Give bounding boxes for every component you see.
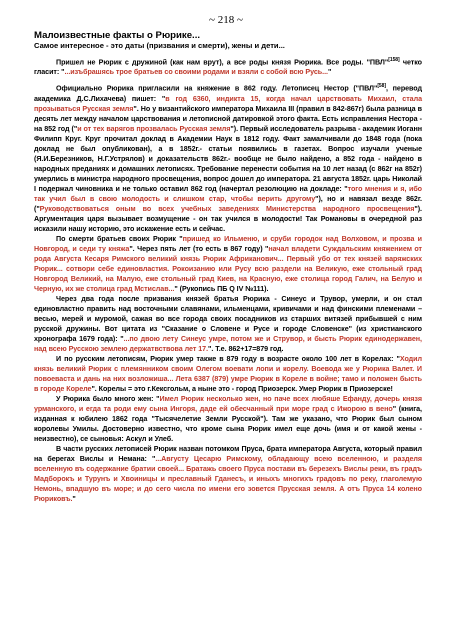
quoted-text: ...по двою лету Синеус умре, потом же и Струвор, и бысть Рюрик единодержавен, над всею Русскою землею держатвствова лет 17. <box>34 334 422 353</box>
body-text: В части русских летописей Рюрик назван потомком Пруса, брата императора Августа, который правил на берегах Вислы и Немана: " <box>34 444 422 463</box>
quoted-text: того мнения и я, ибо так учил был в свою молодость и слишком стар, чтобы верить другому <box>34 184 422 203</box>
citation-ref: [158] <box>388 57 400 63</box>
body-text: " <box>327 68 332 77</box>
paragraph-p7 <box>34 444 422 504</box>
paragraph-p1 <box>34 55 422 77</box>
body-text: ". Но у византийского императора Михаила III (правил в 842-867г) была разница в десять лет между началом царствования и летописной датировкой этого факта. Есть исправления Нестора - на 852 год (" <box>34 104 422 133</box>
paragraph-p3 <box>34 234 422 294</box>
paragraph-p4 <box>34 294 422 354</box>
body-text: " (Рукопись ПБ Q IV №111). <box>174 284 269 293</box>
paragraph-list <box>34 55 422 504</box>
quoted-text: Руководствоваться оным во всех учебных заведениях Министерства народного просвещения <box>39 204 415 213</box>
quoted-text: в год 6360, индикта 15, когда начал царствовать Михаил, стала прозываться Русская земля <box>34 94 422 113</box>
body-text: И по русским летописям, Рюрик умер также в 879 году в возрасте около 100 лет в Корелах: " <box>56 354 400 363</box>
body-text: " <box>72 494 76 503</box>
article-title: Малоизвестные факты о Рюрике... <box>34 30 201 41</box>
page-number: ~ 218 ~ <box>209 14 243 26</box>
quoted-text: Ходил князь великий Рюрик с племянником своим Олегом воевати лопи и корелу. Воевода же у Рюрика Валет. И повоеваста и дань на них возложиша... Лета 6387 (879) умре Рюрик в Кореле в войне; тамо и положен бысть в городе Кореле <box>34 354 422 393</box>
quoted-text: начал владети Суждальским княжением от рода Августа Кесаря Римского великий князь Рюрик Африканович... Первый убо от тех князей варяжских Рюрик... сотвори себе единовластия. Рокоизанию или Русу всю раздели на Великую, еже стольный град Новгород Великий, на Малую, еже стольный град Киев, на Красную, еже столица город Галич, на Белую и Черную, их же столица град Мстислав... <box>34 244 423 293</box>
quoted-text: пришед ко Ильменю, и сруби городок над Волховом, и прозва и Новгород, и седи ту княжа <box>34 234 422 253</box>
body-text: ". Через пять лет (то есть в 867 году) " <box>129 244 269 253</box>
body-text: "), но и навязал везде 862г. (" <box>34 194 422 213</box>
body-text: ". Корелы = это г.Кексгольм, а ныне это - город Приозерск. Умер Рюрик в Приозерске! <box>91 384 393 393</box>
body-text: " (книга, изданная к юбилею 1862 года "Тысячелетие Земли Русской"). Там же указано, что Рюрик был сыном королевы Умилы. Достоверно известно, что кроме сына Рюрик имел еще дочь (имя и от какой жены - неизвестно), се сыновья: Аскул и Улеб. <box>34 404 422 443</box>
citation-ref: [58] <box>377 83 387 90</box>
body-text: Официально Рюрика пригласили на княжение в 862 году. Летописец Нестор ("ПВЛ" <box>56 84 378 93</box>
quoted-text: и от тех варягов прозвалась Русская земля <box>77 124 231 133</box>
paragraph-p5 <box>34 354 422 394</box>
body-text: "). Первый исследователь разрыва - академик Иоганн Филипп Круг. Круг прочитал доклад в Академии Наук в 1812 году. Факт замалчивали до 1848 года (пока доклад не был опубликован), а в 1852г.- статьи появились в газетах. Вопрос изучали ученые (Я.И.Березников, Н.Г.Устрялов) и доказательств 862г.- вообще не было найдено, а 852 года - найдено в народных преданиях и домашних летописях. Требование перенести события на 10 лет назад (с 862г на 852г) умерлись в министра народного просвещения, вопрос дошел до императора. 21 августа 1852г. царь Николай I подержал чиновника и не только оставил 862 год (начертал резолюцию на докладе: " <box>34 124 422 193</box>
article-subtitle: Самое интересное - это даты (призвания и смерти), жены и дети... <box>34 41 285 50</box>
body-text: "). Аргументация царя вызывает возмущение - он так учился в молодости! Так Романовы в очередной раз исказили нашу историю, это искажение есть и сейчас. <box>34 204 422 233</box>
body-text: У Рюрика было много жен: " <box>56 394 160 403</box>
body-text: , перевод академика Д.С.Лихачева) пишет: " <box>34 84 422 103</box>
article-body <box>34 30 422 504</box>
quoted-text: ...Августу Цесарю Римскому, обладающу всею вселенною, и разделя вселенную въ содержание братии своей... Братажь своего Пруса постави въ березехъ Вислы реки, въ градъ Мадборокъ и Турунъ и Хвоиницы и преславный Гданесъ, и иныхъ многихъ градовъ по реку, глаголемую Немонь, впадшую въ море; и до сего числа по имени его зовется Прусская земля. А отъ Пруса 14 колено Рюриковъ. <box>34 454 422 503</box>
body-text: Через два года после призвания князей братья Рюрика - Синеус и Трувор, умерли, и он стал единовластно править над восточными славянами, ильменцами, кривичами и над финскими племенами – весью, мерей и муромой, сажая во все города своих посадников из старших витязей прибывшей с ним русской дружины. Вот цитата из "Сказание о Словене и Русе и городе Словенске" (из христианского хронографа 1679 года): " <box>34 294 422 343</box>
quoted-text: Имел Рюрик несколько жен, но паче всех любяше Ефанду, дочерь князя урманского, и егда та роди ему сына Ингоря, даде ей обесчанный при море град с Ижорою в вено <box>34 394 422 413</box>
body-text: Пришел не Рюрик с дружиной (как нам врут), а все роды князя Рюрика. Все роды. "ПВЛ" <box>56 58 389 67</box>
paragraph-p6 <box>34 394 422 444</box>
body-text: четко гласит: " <box>34 58 422 77</box>
paragraph-p2 <box>34 81 422 233</box>
quoted-text: ...изъбрашясь трое братьев со своими родами и взяли с собой всю Русь... <box>64 68 328 77</box>
body-text: По смерти братьев своих Рюрик " <box>56 234 183 243</box>
body-text: ". Т.е. 862+17=879 год. <box>208 344 284 353</box>
